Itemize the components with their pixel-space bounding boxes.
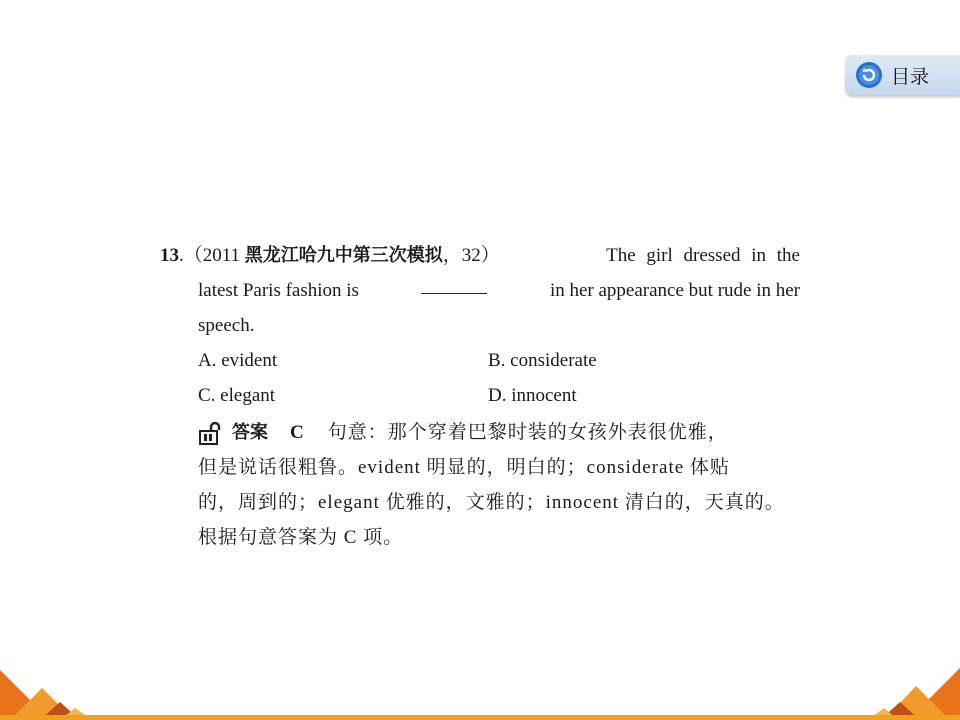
options-row-1 (160, 343, 800, 378)
source-open: .（2011 (179, 245, 245, 266)
answer-letter: C (290, 422, 304, 443)
toc-button[interactable] (845, 55, 960, 95)
answer-explain-3: 的，周到的；elegant 优雅的，文雅的；innocent 清白的，天真的。 (198, 492, 785, 513)
source-close: ，32） (442, 245, 500, 266)
answer-blank (421, 273, 487, 294)
corner-decoration-right (850, 660, 960, 720)
option-d: D. innocent (488, 385, 577, 406)
stem-line-1: The girl dressed in the (606, 245, 800, 266)
answer-explain-1: 句意：那个穿着巴黎时装的女孩外表很优雅， (327, 422, 728, 443)
option-b: B. considerate (488, 350, 597, 371)
refresh-circle-icon (855, 61, 883, 89)
question-source: 黑龙江哈九中第三次模拟 (244, 245, 443, 266)
answer-label: 答案 (232, 422, 268, 443)
answer-line-1 (198, 415, 800, 450)
answer-explain-2: 但是说话很粗鲁。evident 明显的，明白的；considerate 体贴 (198, 457, 730, 478)
question-line-2 (160, 273, 800, 308)
bottom-accent-bar (0, 715, 960, 720)
option-a: A. evident (198, 350, 278, 371)
answer-block (160, 415, 800, 555)
question-line-3: speech. (198, 315, 255, 336)
question-number: 13 (160, 245, 179, 266)
toc-label: 目录 (891, 65, 930, 88)
stem-line-2b: in her appearance but rude in her (549, 280, 800, 301)
option-c: C. elegant (198, 385, 276, 406)
unlock-icon (198, 421, 222, 445)
corner-decoration-left (0, 660, 110, 720)
question-block (160, 238, 800, 555)
stem-line-2a: latest Paris fashion is (198, 280, 359, 301)
question-line-1 (160, 238, 800, 273)
options-row-2 (160, 378, 800, 413)
answer-explain-4: 根据句意答案为 C 项。 (198, 527, 404, 548)
